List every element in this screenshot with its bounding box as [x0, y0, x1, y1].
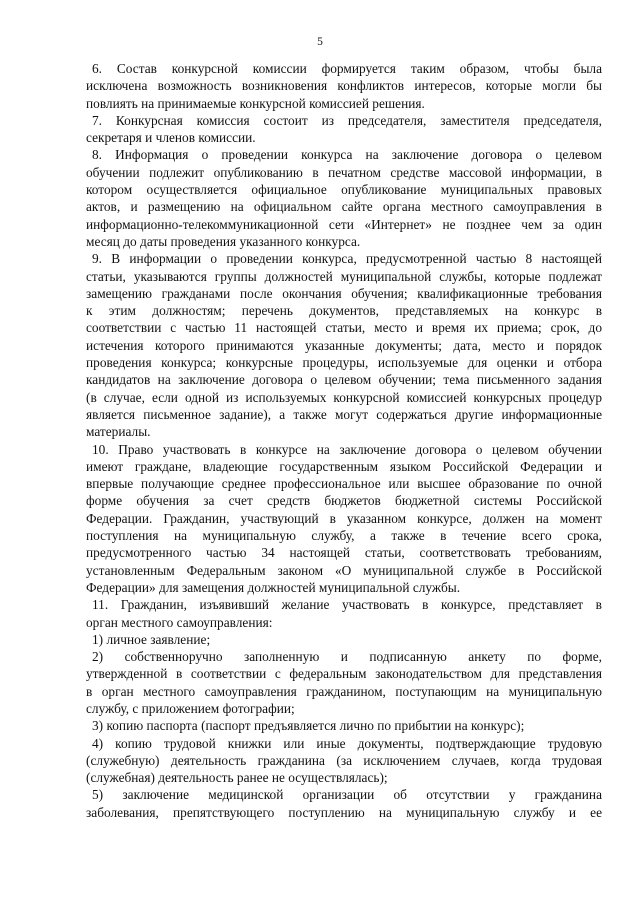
text-line: службу, с приложением фотографии; [86, 700, 295, 716]
paragraph-p10 [86, 441, 602, 597]
paragraph-p7 [86, 112, 602, 147]
paragraph-p11 [86, 596, 602, 631]
paragraph-p11-4 [86, 735, 602, 787]
text-line: орган местного самоуправления: [86, 614, 273, 630]
text-line: форме обучения за счет средств бюджетов бюджетной системы Российской [86, 493, 602, 509]
text-line: секретаря и членов комиссии. [86, 130, 256, 146]
text-line: Федерации. Гражданин, участвующий в указанном конкурсе, должен на момент [86, 510, 602, 526]
paragraph-p9 [86, 250, 602, 440]
text-line: утвержденной в соответствии с федеральным законодательством для представления [86, 666, 602, 682]
document-body [86, 60, 602, 821]
paragraph-p11-1 [86, 631, 602, 648]
text-line: 2) собственноручно заполненную и подписанную анкету по форме, [92, 649, 602, 665]
text-line: имеют граждане, владеющие государственным языком Российской Федерации и [86, 458, 602, 474]
text-line: 10. Право участвовать в конкурсе на заключение договора о целевом обучении [92, 441, 602, 457]
text-line: повлиять на принимаемые конкурсной комиссией решения. [86, 95, 425, 111]
text-line: актов, и размещению на официальном сайте органа местного самоуправления в [86, 199, 602, 215]
text-line: заболевания, препятствующего поступлению на муниципальную службу и ее [86, 804, 602, 820]
text-line: 5) заключение медицинской организации об отсутствии у гражданина [92, 787, 602, 803]
text-line: обучении подлежит опубликованию в печатном средстве массовой информации, в [86, 164, 602, 180]
text-line: 7. Конкурсная комиссия состоит из председателя, заместителя председателя, [92, 112, 602, 128]
text-line: поступления на муниципальную службу, а также в течение всего срока, [86, 528, 602, 544]
text-line: является письменное задание), а также могут содержаться другие информационные [86, 406, 602, 422]
text-line: месяц до даты проведения указанного конкурса. [86, 233, 361, 249]
paragraph-p11-2 [86, 648, 602, 717]
text-line: кандидатов на заключение договора о целевом обучении; тема письменного задания [86, 372, 602, 388]
text-line: впервые получающие среднее профессиональное или высшее образование по очной [86, 476, 602, 492]
text-line: установленным Федеральным законом «О муниципальной службе в Российской [86, 562, 602, 578]
paragraph-p11-3 [86, 717, 602, 734]
text-line: проведения конкурса; конкурсные процедуры, используемые для оценки и отбора [86, 355, 602, 371]
text-line: 3) копию паспорта (паспорт предъявляется лично по прибытии на конкурс); [92, 718, 525, 734]
text-line: 1) личное заявление; [92, 631, 211, 647]
text-line: (служебная) деятельность ранее не осуществлялась); [86, 770, 388, 786]
paragraph-p11-5 [86, 786, 602, 821]
text-line: истечения которого принимаются указанные документы; дата, место и порядок [86, 337, 602, 353]
text-line: (служебную) деятельность гражданина (за исключением случаев, когда трудовая [86, 752, 602, 768]
text-line: (в случае, если одной из используемых конкурсной комиссией конкурсных процедур [86, 389, 602, 405]
text-line: 6. Состав конкурсной комиссии формируется таким образом, чтобы была [92, 61, 602, 76]
text-line: в орган местного самоуправления гражданином, поступающим на муниципальную [86, 683, 602, 699]
paragraph-p8 [86, 146, 602, 250]
page-number: 5 [317, 36, 323, 48]
text-line: 4) копию трудовой книжки или иные документы, подтверждающие трудовую [92, 735, 602, 751]
text-line: замещению гражданами после окончания обучения; квалификационные требования [86, 285, 602, 301]
text-line: материалы. [86, 424, 151, 440]
text-line: Федерации» для замещения должностей муниципальной службы. [86, 579, 461, 595]
text-line: исключена возможность возникновения конфликтов интересов, которые могли бы [86, 78, 602, 94]
text-line: соответствии с частью 11 настоящей статьи, место и время их приема; срок, до [86, 320, 602, 336]
text-line: предусмотренного частью 34 настоящей статьи, соответствовать требованиям, [86, 545, 602, 561]
text-line: 9. В информации о проведении конкурса, предусмотренной частью 8 настоящей [92, 251, 602, 267]
text-line: информационно-телекоммуникационной сети «Интернет» не позднее чем за один [86, 216, 602, 232]
paragraph-p6 [86, 60, 602, 112]
text-line: статьи, указываются группы должностей муниципальной службы, которые подлежат [86, 268, 602, 284]
text-line: 8. Информация о проведении конкурса на заключение договора о целевом [92, 147, 602, 163]
text-line: 11. Гражданин, изъявивший желание участвовать в конкурсе, представляет в [92, 597, 602, 613]
text-line: котором осуществляется официальное опубликование муниципальных правовых [86, 182, 602, 198]
text-line: к этим должностям; перечень документов, представляемых на конкурс в [86, 303, 602, 319]
